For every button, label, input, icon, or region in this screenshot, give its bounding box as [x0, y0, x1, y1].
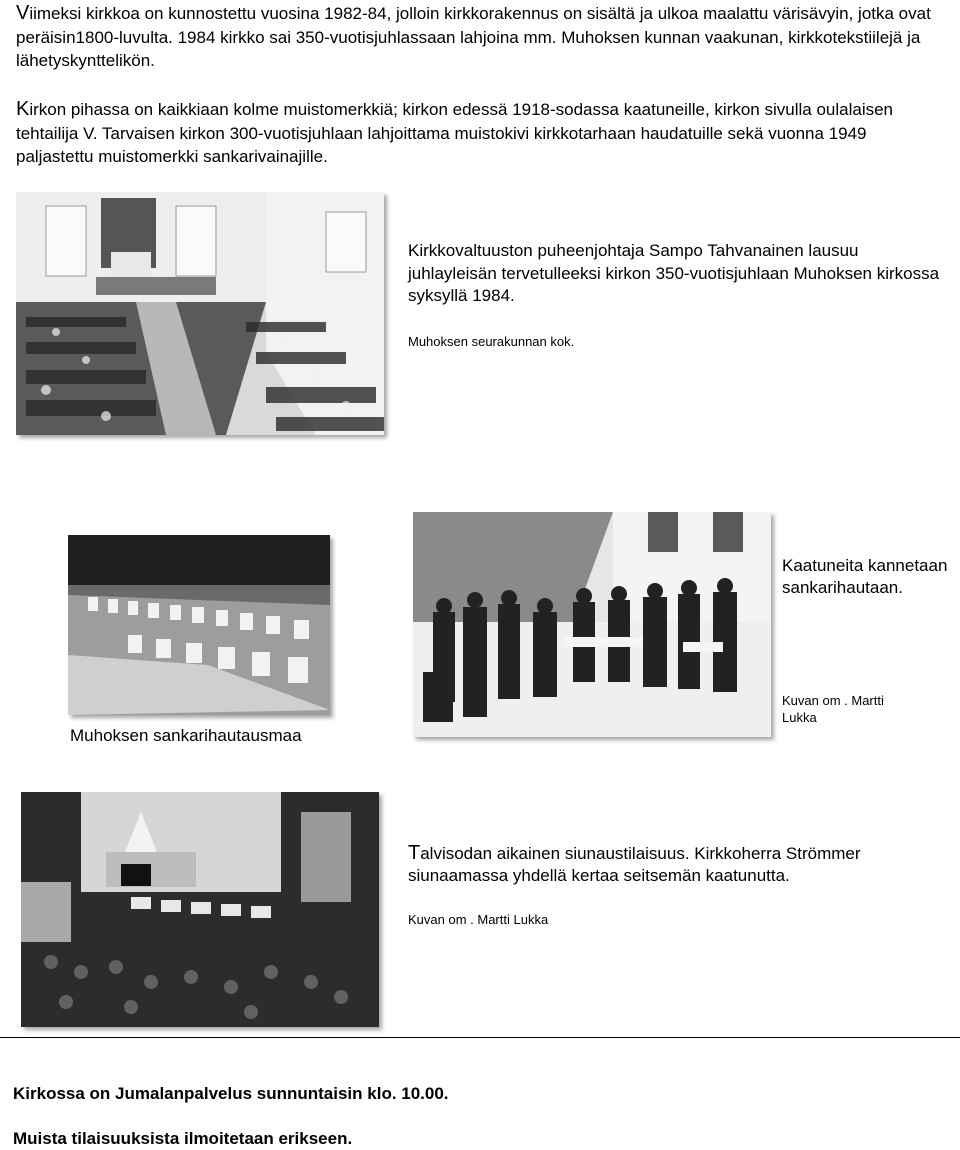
procession-caption [782, 555, 952, 598]
blessing-caption [408, 842, 953, 887]
intro-paragraph-1 [16, 2, 946, 73]
wartime-blessing-photo [21, 792, 379, 1027]
drop-initial: V [16, 2, 30, 24]
footer-divider [0, 1037, 960, 1038]
intro-text-1: iimeksi kirkkoa on kunnostettu vuosina 1982-84, jolloin kirkkorakennus on sisältä ja ulkoa maalattu värisävyin, jotka ovat peräisin1800-luvulta. 1984 kirkko sai 350-vuotisjuhlassaan lahjoina mm. Muhoksen kunnan vaakunan, kirkkotekstiilejä ja lähetyskynttelikön. [16, 4, 931, 70]
drop-initial: K [408, 241, 420, 260]
church-interior-image [16, 192, 384, 435]
blessing-caption-text: alvisodan aikainen siunaustilaisuus. Kirkkoherra Strömmer siunaamassa yhdellä kertaa seitsemän kaatunutta. [408, 844, 861, 885]
intro-text-2: irkon pihassa on kaikkiaan kolme muistomerkkiä; kirkon edessä 1918-sodassa kaatuneille, kirkon sivulla oulalaisen tehtailija V. Tarvaisen kirkon 300-vuotisjuhlaan lahjoittama muistokivi kirkkotarhaan haudatuille sekä vuonna 1949 paljastettu muistomerkki sankarivainajille. [16, 100, 894, 166]
drop-initial: T [408, 842, 421, 864]
procession-credit: Kuvan om . Martti Lukka [782, 693, 884, 725]
drop-initial: K [782, 556, 794, 575]
events-note: Muista tilaisuuksista ilmoitetaan erikseen. [13, 1129, 353, 1148]
drop-initial: K [16, 98, 30, 120]
funeral-procession-image [413, 512, 771, 737]
wartime-blessing-image [21, 792, 379, 1027]
graves-caption: Muhoksen sankarihautausmaa [70, 726, 302, 745]
interior-credit: Muhoksen seurakunnan kok. [408, 334, 575, 349]
blessing-credit: Kuvan om . Martti Lukka [408, 912, 549, 927]
war-graves-photo [68, 535, 330, 715]
church-interior-photo [16, 192, 384, 435]
procession-caption-text: aatuneita kannetaan sankarihautaan. [782, 556, 948, 597]
interior-caption [408, 240, 948, 308]
service-time: Kirkossa on Jumalanpalvelus sunnuntaisin klo. 10.00. [13, 1084, 449, 1103]
funeral-procession-photo [413, 512, 771, 737]
interior-caption-text: irkkovaltuuston puheenjohtaja Sampo Tahvanainen lausuu juhlayleisän tervetulleeksi kirkon 350-vuotisjuhlaan Muhoksen kirkossa syksyllä 1984. [408, 241, 940, 305]
war-graves-image [68, 535, 330, 715]
intro-paragraph-2 [16, 98, 946, 169]
